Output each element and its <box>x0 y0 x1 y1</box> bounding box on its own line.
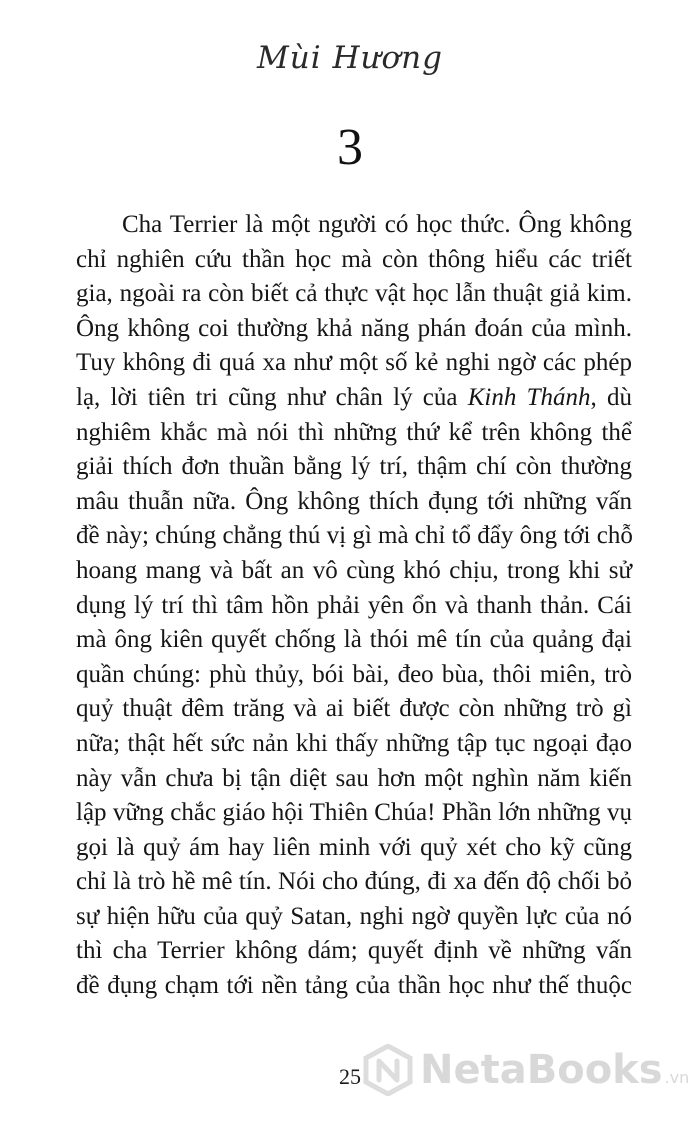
text-line: nghiêm khắc mà nói thì những thứ kể trên không thể <box>76 418 632 446</box>
book-title-kinh-thanh: Kinh Thánh <box>467 383 591 411</box>
text-line: Tuy không đi quá xa như một số kẻ nghi ngờ các phép <box>76 349 632 377</box>
text-line: này vẫn chưa bị tận diệt sau hơn một nghìn năm kiến <box>76 764 632 792</box>
text-line: mâu thuẫn nữa. Ông không thích đụng tới những vấn <box>76 487 632 515</box>
text-line: quỷ thuật đêm trăng và ai biết được còn những trò gì <box>76 695 632 723</box>
text-line: Cha Terrier là một người có học thức. Ông không <box>122 211 632 238</box>
text-line <box>76 381 632 416</box>
watermark-tld: .vn <box>664 1068 690 1087</box>
text-line: thì cha Terrier không dám; quyết định về những vấn <box>76 937 632 965</box>
page-number: 25 <box>339 1064 361 1089</box>
body-text <box>76 208 632 1004</box>
text-line: hoang mang và bất an vô cùng khó chịu, trong khi sử <box>76 556 632 584</box>
watermark-text <box>420 1047 689 1093</box>
text-line-start: lạ, lời tiên tri cũng như chân lý của <box>76 383 468 411</box>
text-line: chỉ là trò hề mê tín. Nói cho đúng, đi xa đến độ chối bỏ <box>76 868 632 896</box>
text-line: giải thích đơn thuần bằng lý trí, thậm chí còn thường <box>76 453 632 481</box>
text-line: chỉ nghiên cứu thần học mà còn thông hiểu các triết <box>76 245 632 273</box>
text-line-end: , dù <box>590 383 632 411</box>
watermark-brand: NetaBooks <box>420 1047 663 1093</box>
chapter-number: 3 <box>337 119 363 176</box>
text-line: quần chúng: phù thủy, bói bài, đeo bùa, thôi miên, trò <box>76 660 632 688</box>
text-line: sự hiện hữu của quỷ Satan, nghi ngờ quyền lực của nó <box>76 902 632 930</box>
text-line: nữa; thật hết sức nản khi thấy những tập tục ngoại đạo <box>76 729 632 757</box>
text-line: đề đụng chạm tới nền tảng của thần học như thế thuộc <box>76 972 632 1000</box>
netabooks-logo-icon <box>362 1044 414 1096</box>
watermark <box>362 1044 689 1096</box>
text-line: gọi là quỷ ám hay liên minh với quỷ xét cho kỹ cũng <box>76 833 632 861</box>
text-line: đề này; chúng chẳng thú vị gì mà chỉ tổ đẩy ông tới chỗ <box>76 522 633 550</box>
text-line: Ông không coi thường khả năng phán đoán của mình. <box>76 314 632 342</box>
text-line: lập vững chắc giáo hội Thiên Chúa! Phần lớn những vụ <box>76 799 632 827</box>
running-header-title: Mùi Hương <box>257 40 443 76</box>
text-line: dụng lý trí thì tâm hồn phải yên ổn và thanh thản. Cái <box>76 591 632 619</box>
text-line: mà ông kiên quyết chống là thói mê tín của quảng đại <box>76 626 632 654</box>
text-line: gia, ngoài ra còn biết cả thực vật học lẫn thuật giả kim. <box>76 280 632 308</box>
